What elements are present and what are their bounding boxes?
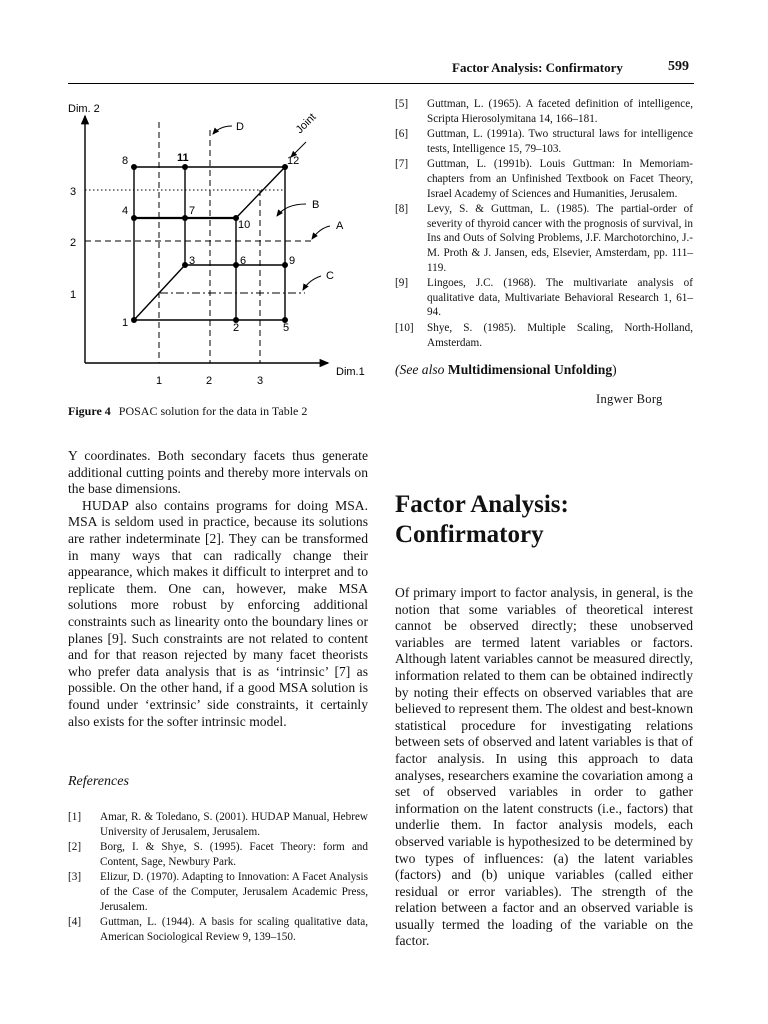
point-label: 3 (189, 255, 196, 267)
reference-item: [3] Elizur, D. (1970). Adapting to Innovation: A Facet Analysis of the Case of the Computer, Jerusalem Academic Press, Jerusalem. (68, 871, 368, 913)
x-tick: 3 (257, 375, 264, 387)
y-tick: 1 (70, 289, 77, 301)
reference-list-right (395, 97, 693, 351)
c-label: C (326, 270, 334, 282)
point-11 (182, 164, 188, 170)
author-name: Ingwer Borg (596, 392, 663, 406)
reference-item: [2] Borg, I. & Shye, S. (1995). Facet Theory: form and Content, Sage, Newbury Park. (68, 841, 368, 868)
header-rule (68, 83, 694, 84)
point-label: 1 (122, 317, 129, 329)
reference-item: [5] Guttman, L. (1965). A faceted definition of intelligence, Scripta Hierosolymitana 14, 166–181. (395, 98, 693, 125)
reference-item: [10] Shye, S. (1985). Multiple Scaling, North-Holland, Amsterdam. (395, 321, 693, 349)
point-label: 12 (287, 155, 300, 167)
see-also: (See also Multidimensional Unfolding) (395, 362, 617, 377)
paragraph: Y coordinates. Both secondary facets thus generate additional cutting points and thereby more intervals on the base dimensions. (68, 448, 368, 497)
see-also-link[interactable]: Multidimensional Unfolding (447, 362, 613, 377)
point-label: 11 (177, 152, 189, 164)
point-label: 7 (189, 205, 196, 217)
point-4 (131, 215, 137, 221)
point-label: 9 (289, 255, 296, 267)
article-body (395, 585, 693, 950)
d-label: D (236, 121, 244, 133)
reference-item: [8] Levy, S. & Guttman, L. (1985). The partial-order of severity of thyroid cancer with the prognosis of survival, in Ins and Outs of Solving Problems, J.F. Marchotorchino, J.-M. Proth & J. Jansen, eds, Elsevier, Amsterdam, pp. 111–119. (395, 203, 693, 274)
reference-item: [9] Lingoes, J.C. (1968). The multivariate analysis of qualitative data, Multivariate Behavioral Research 1, 61–94. (395, 277, 693, 319)
point-8 (131, 164, 137, 170)
y-axis-label: Dim. 2 (68, 103, 100, 115)
point-label: 4 (122, 205, 129, 217)
point-9 (282, 262, 288, 268)
point-1 (131, 317, 137, 323)
paragraph: HUDAP also contains programs for doing MSA. MSA is seldom used in practice, because its solutions are rather indeterminate [2]. They can be transformed in many ways that can radically change their appearance, which makes it difficult to interpret and to replicate them. One can, however, make MSA solutions more robust by enforcing additional constraints such as linearity onto the boundary lines or planes [9]. Such constraints are not related to content and for that reason rejected by many facet theorists who prefer data analysis that is as ‘intrinsic’ [7] as possible. On the other hand, if a good MSA solution is found under ‘extrinsic’ side constraints, it certainly also exists for the softer intrinsic model. (68, 497, 368, 729)
left-body (68, 448, 368, 730)
reference-item: [6] Guttman, L. (1991a). Two structural laws for intelligence tests, Intelligence 15, 79–103. (395, 128, 693, 155)
point-label: 8 (122, 155, 129, 167)
reference-item: [1] Amar, R. & Toledano, S. (2001). HUDAP Manual, Hebrew University of Jerusalem, Jerusalem. (68, 811, 368, 838)
caption-label: Figure 4 (68, 404, 111, 418)
references-heading: References (68, 774, 129, 789)
point-label: 5 (283, 322, 290, 334)
point-3 (182, 262, 188, 268)
posac-figure (60, 98, 380, 398)
point-label: 10 (238, 219, 251, 231)
reference-list-left (68, 810, 368, 945)
x-tick: 2 (206, 375, 213, 387)
a-label: A (336, 220, 344, 232)
page-number: 599 (668, 59, 689, 74)
point-label: 2 (233, 322, 240, 334)
reference-item: [4] Guttman, L. (1944). A basis for scaling qualitative data, American Sociological Review 9, 139–150. (68, 916, 368, 943)
reference-item: [7] Guttman, L. (1991b). Louis Guttman: In Memoriam-chapters from an Unfinished Textbook on Facet Theory, Israel Academy of Sciences and Humanities, Jerusalem. (395, 158, 693, 200)
paragraph: Of primary import to factor analysis, in general, is the notion that some variables of theoretical interest cannot be observed directly; these unobserved variables are termed latent variables or factors. Although latent variables cannot be measured directly, information related to them can be obtained indirectly by noting their effects on observed variables that are believed to represent them. The oldest and best-known statistical procedure for investigating relations between sets of observed and latent variables is that of factor analysis. In using this approach to data analyses, researchers examine the covariation among a set of observed variables in order to gather information on the latent constructs (i.e., factors) that underlie them. In factor analysis models, each observed variable is hypothesized to be determined by two types of influences: (a) the latent variables (factors) and (b) unique variables (called either residual or error variables). The strength of the relation between a factor and an observed variable is usually termed the loading of the variable on the factor. (395, 585, 693, 949)
y-tick: 2 (70, 237, 77, 249)
y-tick: 3 (70, 186, 77, 198)
joint-label: Joint (293, 111, 319, 137)
point-7 (182, 215, 188, 221)
point-6 (233, 262, 239, 268)
article-title: Factor Analysis: Confirmatory (395, 491, 569, 548)
figure-caption (68, 404, 307, 419)
caption-text: POSAC solution for the data in Table 2 (118, 404, 308, 418)
running-head: Factor Analysis: Confirmatory (452, 60, 623, 75)
b-label: B (312, 199, 320, 211)
x-axis-label: Dim.1 (336, 366, 365, 378)
x-tick: 1 (156, 375, 163, 387)
point-label: 6 (240, 255, 247, 267)
